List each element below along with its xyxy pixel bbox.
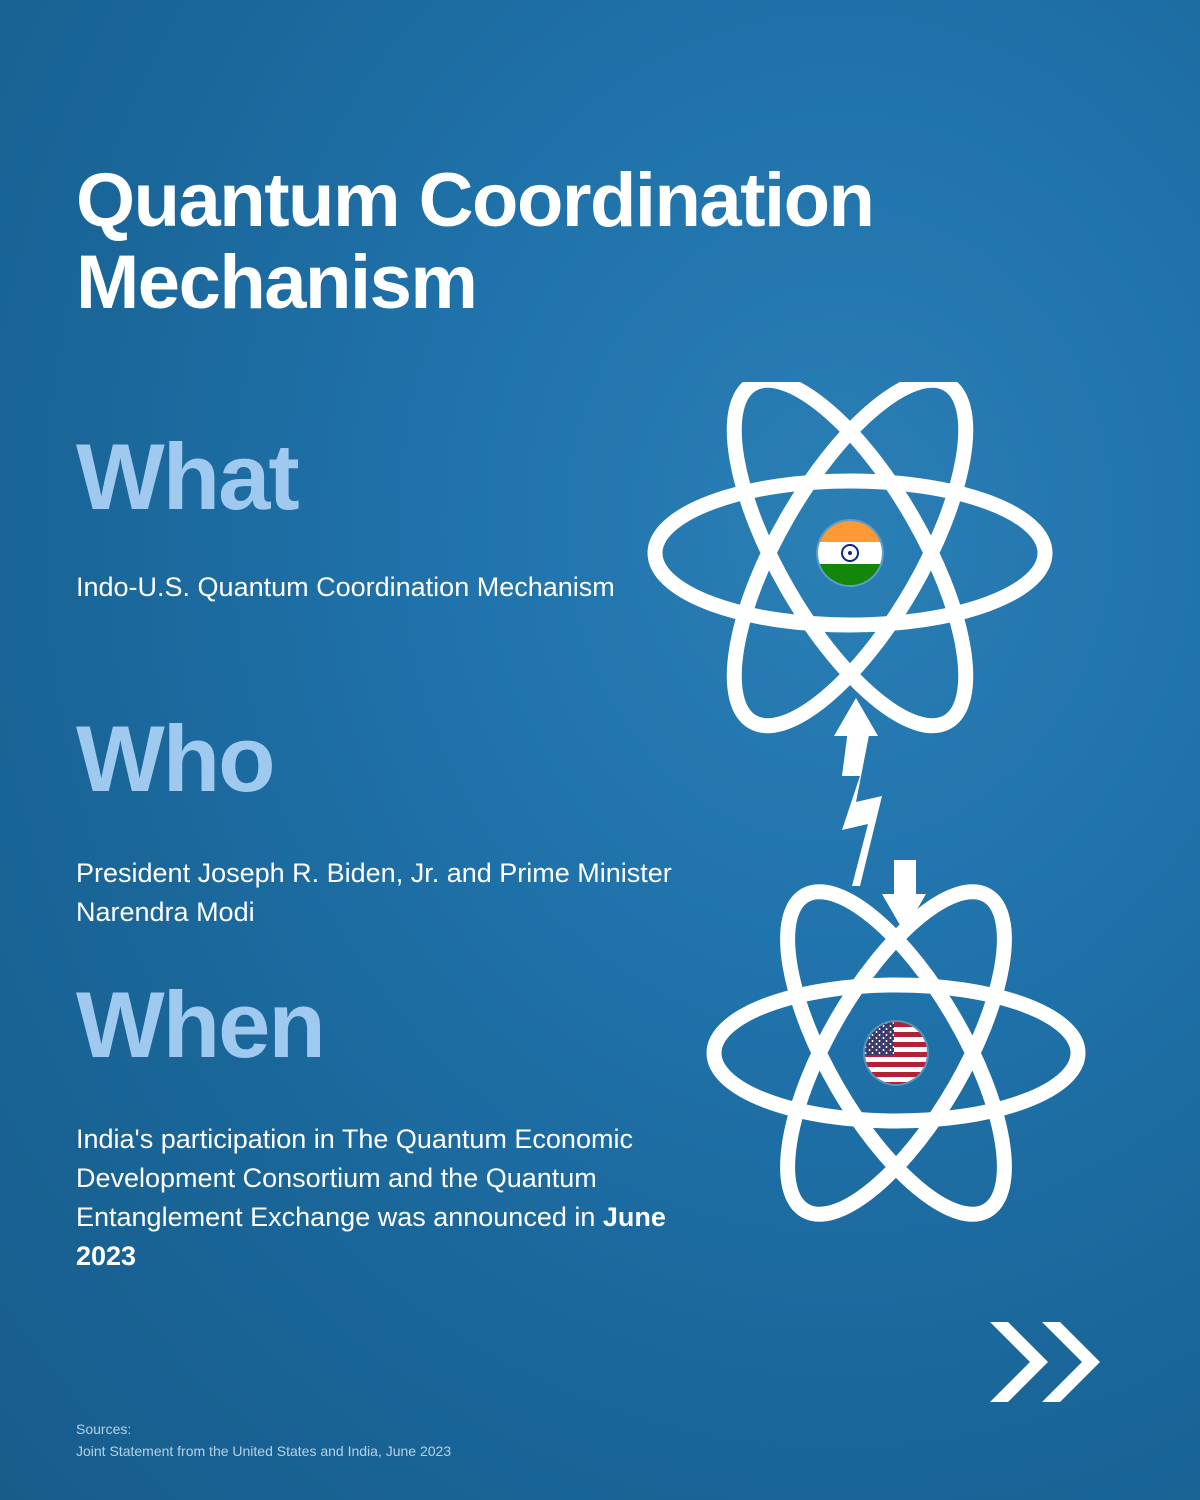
section-what-body: Indo-U.S. Quantum Coordination Mechanism [76, 572, 615, 602]
sources-block [76, 1418, 451, 1463]
section-what [76, 424, 676, 607]
section-what-kicker: What [76, 424, 298, 529]
double-chevron-icon[interactable] [988, 1316, 1104, 1408]
section-who [76, 706, 676, 932]
section-who-kicker: Who [76, 706, 274, 811]
section-when-body-emphasis: June 2023 [76, 1202, 666, 1272]
section-when-body [76, 1120, 696, 1277]
atom-usa-icon [705, 862, 1135, 1262]
atom-india-icon [640, 382, 1140, 742]
usa-flag-icon [865, 1022, 927, 1084]
section-when-body-lead: India's participation in The Quantum Economic Development Consortium and the Quantum Entanglement Exchange was announced in [76, 1124, 633, 1233]
page-title: Quantum Coordination Mechanism [76, 158, 874, 326]
section-when [76, 972, 696, 1277]
sources-citation: Joint Statement from the United States and India, June 2023 [76, 1443, 452, 1460]
sources-label: Sources: [76, 1421, 132, 1437]
section-when-kicker: When [76, 972, 324, 1077]
india-flag-icon [818, 521, 882, 585]
section-who-body: President Joseph R. Biden, Jr. and Prime Minister Narendra Modi [76, 858, 672, 928]
